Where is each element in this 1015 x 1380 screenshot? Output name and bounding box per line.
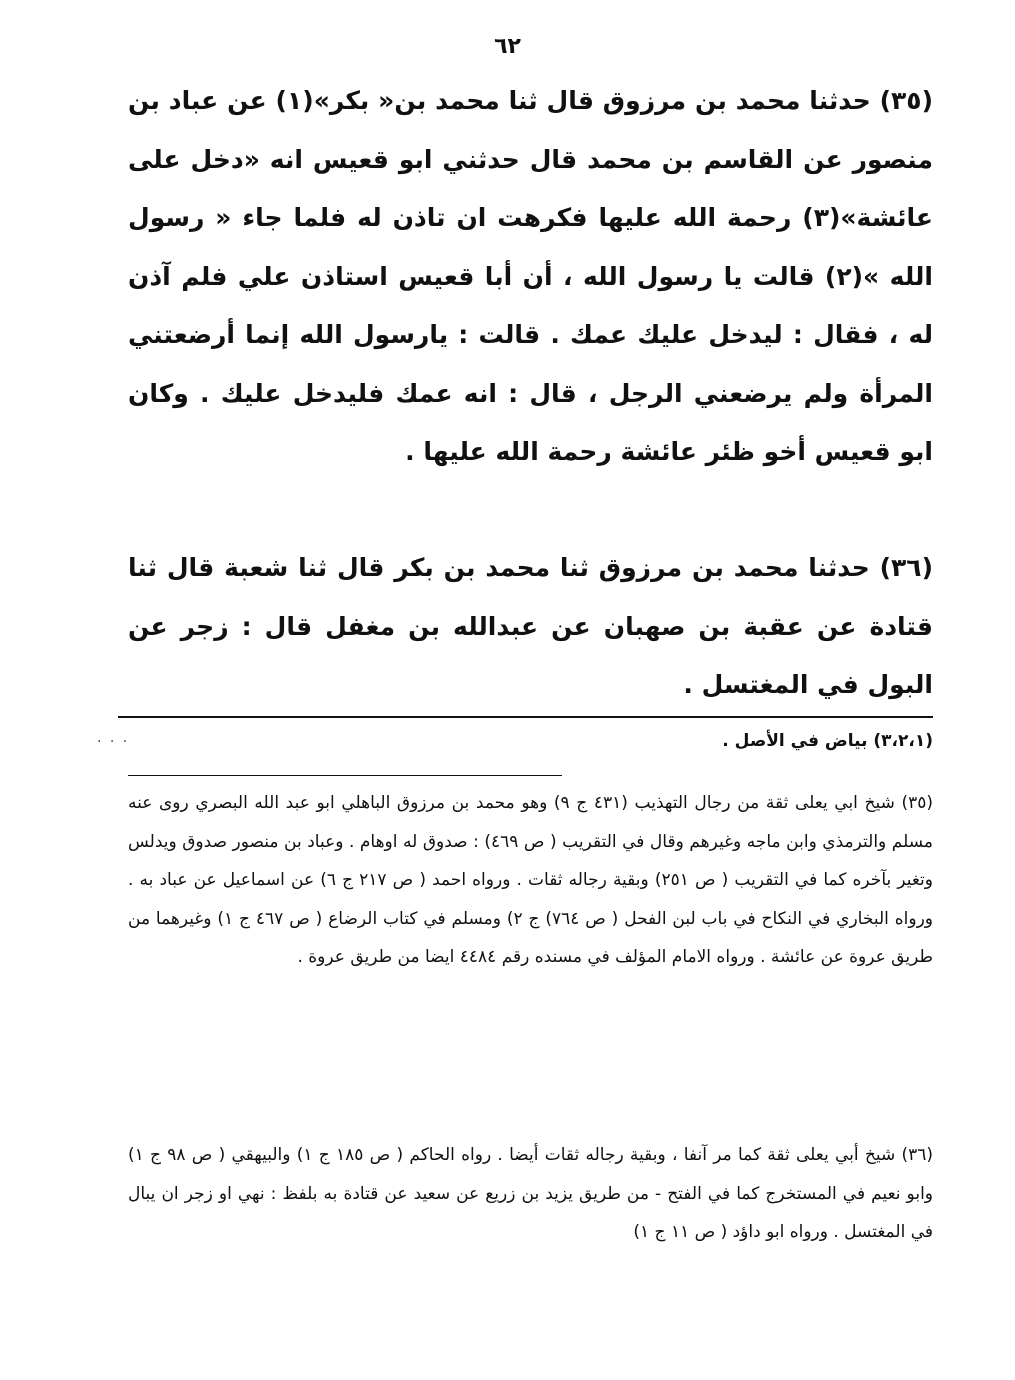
hadith-36-text: (٣٦) حدثنا محمد بن مرزوق ثنا محمد بن بكر قال ثنا شعبة قال ثنا قتادة عن عقبة بن صهبان عن عبدالله بن مغفل قال : زجر عن البول في المغتسل .	[128, 553, 933, 699]
footnotes-separator-line	[128, 775, 562, 776]
blank-in-original-note: (٣،٢،١) بياض في الأصل .	[722, 731, 933, 751]
margin-dots: · · ·	[97, 734, 130, 750]
main-separator-line	[118, 716, 933, 718]
hadith-35-text: (٣٥) حدثنا محمد بن مرزوق قال ثنا محمد بن« بكر»(١) عن عباد بن منصور عن القاسم بن محمد قال حدثني ابو قعيس انه «دخل على عائشة»(٣) رحمة الله عليها فكرهت ان تاذن له فلما جاء « رسول الله »(٢) قالت يا رسول الله ، أن أبا قعيس استاذن علي فلم آذن له ، فقال : ليدخل عليك عمك . قالت : يارسول الله إنما أرضعتني المرأة ولم يرضعني الرجل ، قال : انه عمك فليدخل عليك . وكان ابو قعيس أخو ظئر عائشة رحمة الله عليها .	[128, 86, 934, 466]
footnote-35: (٣٥) شيخ ابي يعلى ثقة من رجال التهذيب (٤٣١ ج ٩) وهو محمد بن مرزوق الباهلي ابو عبد الله البصري روى عنه مسلم والترمذي وابن ماجه وغيرهم وقال في التقريب ( ص ٤٦٩) : صدوق له اوهام . وعباد بن منصور صدوق ويدلس وتغير بآخره كما في التقريب ( ص ٢٥١) وبقية رجاله ثقات . ورواه احمد ( ص ٢١٧ ج ٦) عن اسماعيل عن عباد به . ورواه البخاري في النكاح في باب لبن الفحل ( ص ٧٦٤) ج ٢) ومسلم في كتاب الرضاع ( ص ٤٦٧ ج ١) وغيرهما من طريق عروة عن عائشة . ورواه الامام المؤلف في مسنده رقم ٤٤٨٤ ايضا من طريق عروة .	[128, 793, 934, 967]
footnote-36: (٣٦) شيخ أبي يعلى ثقة كما مر آنفا ، وبقية رجاله ثقات أيضا . رواه الحاكم ( ص ١٨٥ ج ١) والبيهقي ( ص ٩٨ ج ١) وابو نعيم في المستخرج كما في الفتح - من طريق يزيد بن زريع عن سعيد عن قتادة به بلفظ : نهي او زجر ان يبال في المغتسل . ورواه ابو داؤد ( ص ١١ ج ١)	[128, 1145, 934, 1242]
page-number: ٦٢	[494, 34, 521, 59]
